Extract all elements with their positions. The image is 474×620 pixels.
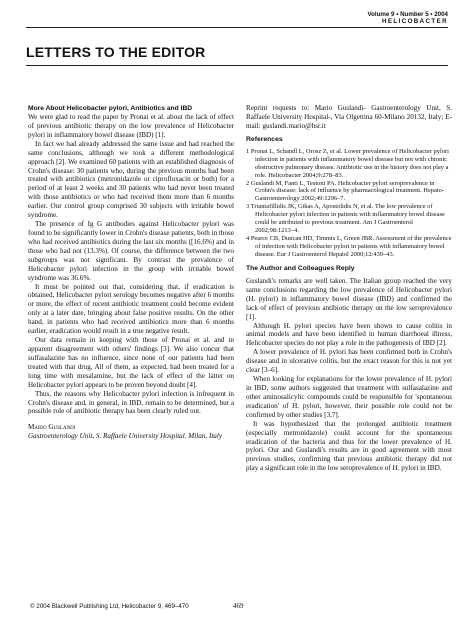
reply-paragraph: It was hypothesized that the prolonged antibiotic treatment (especially metronidazole) could account for the spontaneous eradication of the bacteria and thus for the lower prevalence of H. pylori. Our and Guslandi's results are in good agreement with most previous studies, confirming that previous antibiotic therapy did not play a significant role in the low seroprevalence of H. pylori in IBD. (246, 419, 452, 473)
reply-paragraph: Although H. pylori species have been shown to cause colitis in animal models and have been identified in human diarrhoeal illness, Helicobacter species do not play a role in the pathogenesis of IBD [2]. (246, 321, 452, 348)
article-paragraph: Thus, the reasons why Helicobacter pylori infection is infrequent in Crohn's disease and, in general, in IBD, remain to be determined, but a possible role of antibiotic therapy has been clearly ruled out. (28, 389, 234, 416)
section-rule (26, 65, 448, 66)
references-list (246, 148, 452, 259)
author-name: Mario Guslandi (28, 423, 76, 432)
reply-heading: The Author and Colleagues Reply (246, 265, 355, 273)
volume-line: Volume 9 • Number 5 • 2004 (367, 11, 448, 18)
section-title: LETTERS TO THE EDITOR (26, 44, 206, 60)
article-paragraph: We were glad to read the paper by Pronai et al. about the lack of effect of previous antibiotic therapy on the low prevalence of Helicobacter pylori in inflammatory bowel disease (IBD) [1]. (28, 113, 234, 139)
reference-item: 1 Pronai L, Schandl L, Orosz Z, et al. Lower prevalence of Helicobacter pylori infection in patients with inflammatory bowel disease but not with chronic obstructive pulmonary disease. Antibiotic use in the history does not play a role. Helicobacter 2004;9:278–83. (246, 147, 449, 179)
reference-item: 4 Pearce CB, Duncan HD, Timmis L, Green JBR. Assessment of the prevalence of infection with Helicobacter pylori in patients with inflammatory bowel disease. Eur J Gastroenterol Hepatol 2000;12:439–43. (246, 235, 452, 259)
running-header (367, 11, 448, 25)
reference-item: 3 Triantafillidis JK, Gikas A, Apostolidis N, et al. The low prevalence of Helicobacter pylori infection in patients with inflammatory bowel disease could be attributed to previous treatment. Am J Gastroenterol 2002;98:1213–4. (246, 203, 445, 235)
header-rule (26, 27, 448, 28)
references-heading: References (246, 135, 283, 143)
reprint-requests: Reprint requests to: Mario Guslandi- Gastroenterology Unit, S. Raffaele University Hospital-, Via Olgettina 60-Milano 20132, Italy; E-mail: guslandi.mario@hsr.it (246, 104, 452, 130)
copyright-footer: © 2004 Blackwell Publishing Ltd, Helicobacter 9, 469–470 (30, 603, 189, 610)
reply-paragraph: When looking for explanations for the lower prevalence of H. pylori in IBD, some authors suggested that treatment with sulfasalazine and other aminosalicylic compounds could be responsible for 'spontaneous eradication' of H. pylori, however, their possible role could not be confirmed by other studies [3,7]. (246, 375, 452, 419)
author-affiliation: Gastroenterology Unit, S. Raffaele University Hospital. Milan, Italy (28, 432, 223, 441)
journal-name: HELICOBACTER (382, 18, 448, 25)
article-paragraph: In fact we had already addressed the same issue and had reached the same conclusions, although we took a different methodological approach [2]. We examined 60 patients with an established diagnosis of Crohn's disease: 30 patients who, during the previous months had been treated with antibiotics (metronidazole or ciprofloxacin or both) for a period of at least 2 weeks and 30 patients who had never been treated with those antibiotics or who had received them more than 6 months earlier. Our control group comprised 30 subjects with irritable bowel syndrome. (28, 139, 234, 220)
reply-paragraph: Guslandi's remarks are well taken. The Italian group reached the very same conclusions regarding the low prevalence of Helicobacter pylori (H. pylori) in inflammatory bowel disease (IBD) and confirmed the lack of effect of previous antibiotic therapy on the low seroprevalence [1]. (246, 276, 452, 321)
article-paragraph: The presence of Ig G antibodies against Helicobacter pylori was found to be significantly lower in Crohn's disease patients, both in those who had received antibiotics during the last six months ([16.6%) and in those who had not (13.3%). Of course, the difference between the two subgroups was not significant. By contrast the prevalence of Helicobacter pylori infection in the group with irritable bowel syndrome was 36.6%. (28, 220, 234, 282)
article-paragraph: It must be pointed out that, considering that, if eradication is obtained, Helicobacter pylori serology becomes negative after 6 months or more, the effect of recent antibiotic treatment could become evident only at a later date, bringing about false positive results. On the other hand, in patients who had received antibiotics more than 6 months earlier, eradication would result in a true negative result. (28, 282, 234, 336)
right-column (246, 104, 452, 473)
article-title: More About Helicobacter pylori, Antibiotics and IBD (28, 105, 193, 112)
reference-item: 2 Guslandi M, Fanti L, Testoni PA. Helicobacter pylori seroprevalence in Crohn's disease: lack of influence by pharmacological treatment. Hepato-Gastroenterology 2002;49:1296–7. (246, 179, 445, 203)
page-number: 469 (233, 602, 244, 610)
article-paragraph: Our data remain in keeping with those of Pronai et al. and in apparent disagreement with others' findings [3]. We also concur that sulfasalazine has no influence, since none of our patients had been treated with that drug. All of them, as expected, had been treated for a long time with mesalamine, but the lack of effect of the latter on Helicobacter pylori appears to be proven beyond doubt [4]. (28, 336, 234, 389)
reply-paragraph: A lower prevalence of H. pylori has been confirmed both in Crohn's disease and in ulcerative colitis, but the exact reason for this is not yet clear [3–6]. (246, 348, 452, 375)
left-column (28, 104, 234, 441)
